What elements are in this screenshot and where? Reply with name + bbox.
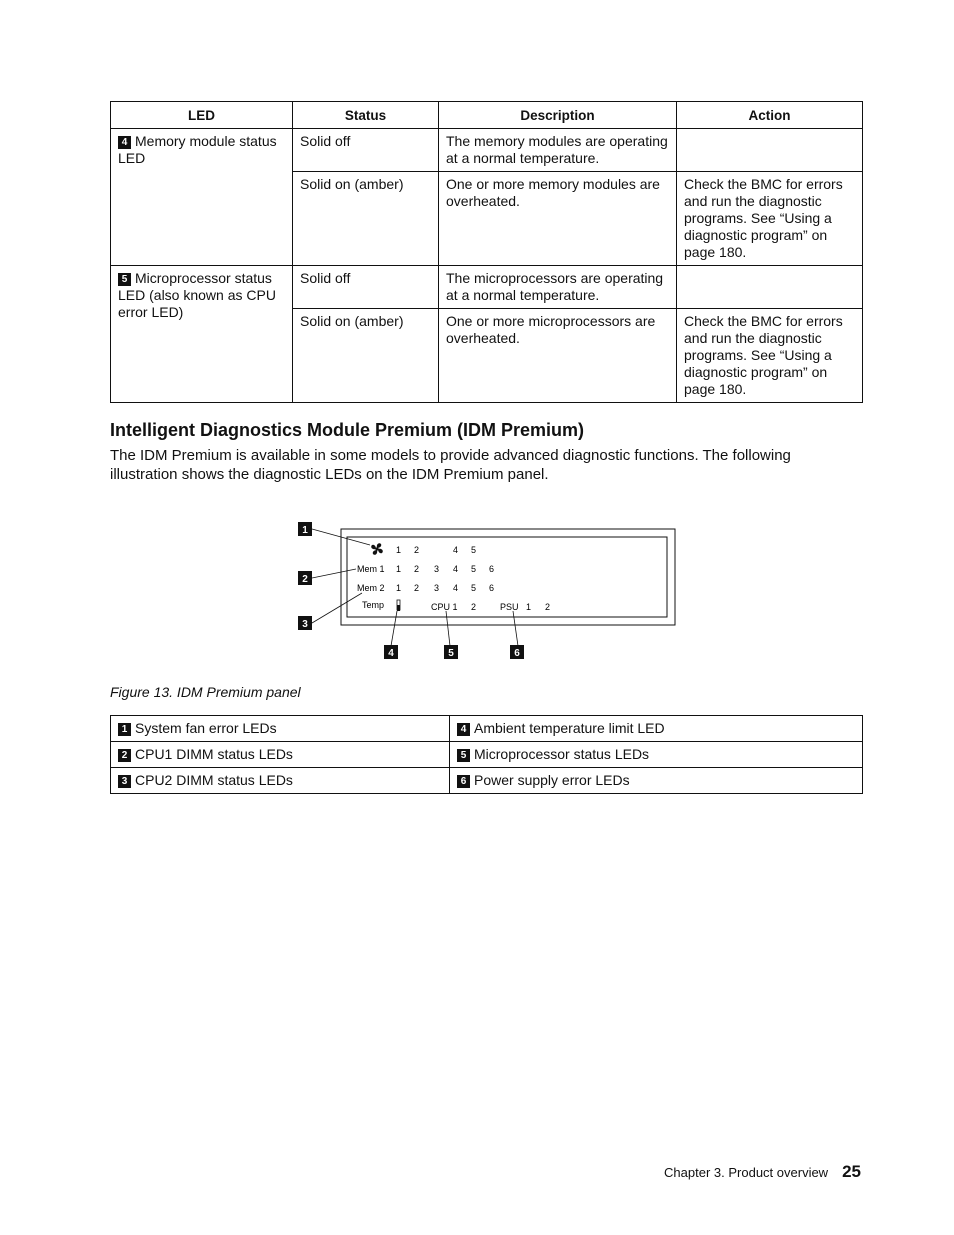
table-header-row bbox=[111, 102, 863, 129]
legend-item bbox=[450, 742, 863, 768]
status-cell: Solid on (amber) bbox=[293, 309, 439, 403]
cpu2-number: 2 bbox=[471, 602, 477, 612]
legend-text: System fan error LEDs bbox=[135, 720, 277, 736]
mem1-led-number: 2 bbox=[414, 564, 420, 574]
led-status-table bbox=[110, 101, 863, 403]
legend-item bbox=[111, 742, 450, 768]
description-cell: The memory modules are operating at a normal temperature. bbox=[439, 129, 677, 172]
legend-text: CPU1 DIMM status LEDs bbox=[135, 746, 293, 762]
legend-item bbox=[450, 716, 863, 742]
fan-led-number: 1 bbox=[396, 545, 402, 555]
fan-led-number: 2 bbox=[414, 545, 420, 555]
description-cell: One or more memory modules are overheated. bbox=[439, 172, 677, 266]
fan-led-number: 5 bbox=[471, 545, 477, 555]
mem1-led-number: 4 bbox=[453, 564, 459, 574]
header-description: Description bbox=[439, 102, 677, 129]
table-row bbox=[111, 768, 863, 794]
callout-badge: 3 bbox=[118, 775, 131, 788]
figure-legend-table bbox=[110, 715, 863, 794]
callout-badge: 2 bbox=[118, 749, 131, 762]
status-cell: Solid on (amber) bbox=[293, 172, 439, 266]
svg-text:3: 3 bbox=[302, 619, 308, 630]
header-action: Action bbox=[677, 102, 863, 129]
psu-led-number: 1 bbox=[526, 602, 532, 612]
legend-text: Microprocessor status LEDs bbox=[474, 746, 650, 762]
callout-5 bbox=[444, 645, 458, 659]
callout-badge: 4 bbox=[457, 723, 470, 736]
fan-led-number: 4 bbox=[453, 545, 459, 555]
page-footer bbox=[664, 1162, 861, 1182]
action-cell bbox=[677, 266, 863, 309]
mem1-led-number: 1 bbox=[396, 564, 402, 574]
callout-1 bbox=[298, 522, 312, 536]
mem2-led-number: 6 bbox=[489, 583, 495, 593]
header-status: Status bbox=[293, 102, 439, 129]
callout-badge: 5 bbox=[457, 749, 470, 762]
led-cell bbox=[111, 266, 293, 403]
table-row bbox=[111, 266, 863, 309]
table-row bbox=[111, 716, 863, 742]
svg-text:4: 4 bbox=[388, 648, 394, 659]
thermometer-icon bbox=[397, 600, 400, 611]
mem1-label: Mem 1 bbox=[357, 564, 385, 574]
mem2-led-number: 1 bbox=[396, 583, 402, 593]
cpu-label: CPU 1 bbox=[431, 602, 458, 612]
svg-text:5: 5 bbox=[448, 648, 454, 659]
mem2-led-number: 5 bbox=[471, 583, 477, 593]
description-cell: One or more microprocessors are overheated. bbox=[439, 309, 677, 403]
svg-text:1: 1 bbox=[302, 525, 308, 536]
callout-badge: 5 bbox=[118, 273, 131, 286]
mem2-label: Mem 2 bbox=[357, 583, 385, 593]
legend-item bbox=[111, 768, 450, 794]
legend-item bbox=[450, 768, 863, 794]
legend-text: Ambient temperature limit LED bbox=[474, 720, 665, 736]
status-cell: Solid off bbox=[293, 129, 439, 172]
psu-label: PSU bbox=[500, 602, 519, 612]
led-cell bbox=[111, 129, 293, 266]
action-cell: Check the BMC for errors and run the diagnostic programs. See “Using a diagnostic program” on page 180. bbox=[677, 309, 863, 403]
idm-premium-panel-figure bbox=[290, 515, 690, 665]
table-row bbox=[111, 742, 863, 768]
svg-text:6: 6 bbox=[514, 648, 520, 659]
led-name: Memory module status LED bbox=[118, 133, 277, 166]
legend-text: Power supply error LEDs bbox=[474, 772, 630, 788]
callout-badge: 1 bbox=[118, 723, 131, 736]
mem1-led-number: 5 bbox=[471, 564, 477, 574]
mem1-led-number: 3 bbox=[434, 564, 440, 574]
legend-text: CPU2 DIMM status LEDs bbox=[135, 772, 293, 788]
action-cell: Check the BMC for errors and run the diagnostic programs. See “Using a diagnostic program” on page 180. bbox=[677, 172, 863, 266]
chapter-title: Chapter 3. Product overview bbox=[664, 1165, 829, 1180]
psu-led-number: 2 bbox=[545, 602, 551, 612]
mem2-led-number: 3 bbox=[434, 583, 440, 593]
header-led: LED bbox=[111, 102, 293, 129]
callout-2 bbox=[298, 571, 312, 585]
led-name: Microprocessor status LED (also known as CPU error LED) bbox=[118, 270, 276, 320]
description-cell: The microprocessors are operating at a normal temperature. bbox=[439, 266, 677, 309]
callout-3 bbox=[298, 616, 312, 630]
page-number: 25 bbox=[842, 1162, 861, 1181]
callout-badge: 6 bbox=[457, 775, 470, 788]
status-cell: Solid off bbox=[293, 266, 439, 309]
fan-icon bbox=[371, 543, 383, 555]
section-title: Intelligent Diagnostics Module Premium (IDM Premium) bbox=[110, 420, 585, 440]
section-intro: The IDM Premium is available in some models to provide advanced diagnostic functions. The following illustration shows the diagnostic LEDs on the IDM Premium panel. bbox=[110, 447, 791, 483]
svg-text:2: 2 bbox=[302, 574, 308, 585]
figure-caption: Figure 13. IDM Premium panel bbox=[110, 684, 301, 700]
action-cell bbox=[677, 129, 863, 172]
table-row bbox=[111, 129, 863, 172]
callout-badge: 4 bbox=[118, 136, 131, 149]
mem2-led-number: 4 bbox=[453, 583, 459, 593]
callout-4 bbox=[384, 645, 398, 659]
legend-item bbox=[111, 716, 450, 742]
mem1-led-number: 6 bbox=[489, 564, 495, 574]
temp-label: Temp bbox=[362, 600, 385, 610]
mem2-led-number: 2 bbox=[414, 583, 420, 593]
callout-6 bbox=[510, 645, 524, 659]
